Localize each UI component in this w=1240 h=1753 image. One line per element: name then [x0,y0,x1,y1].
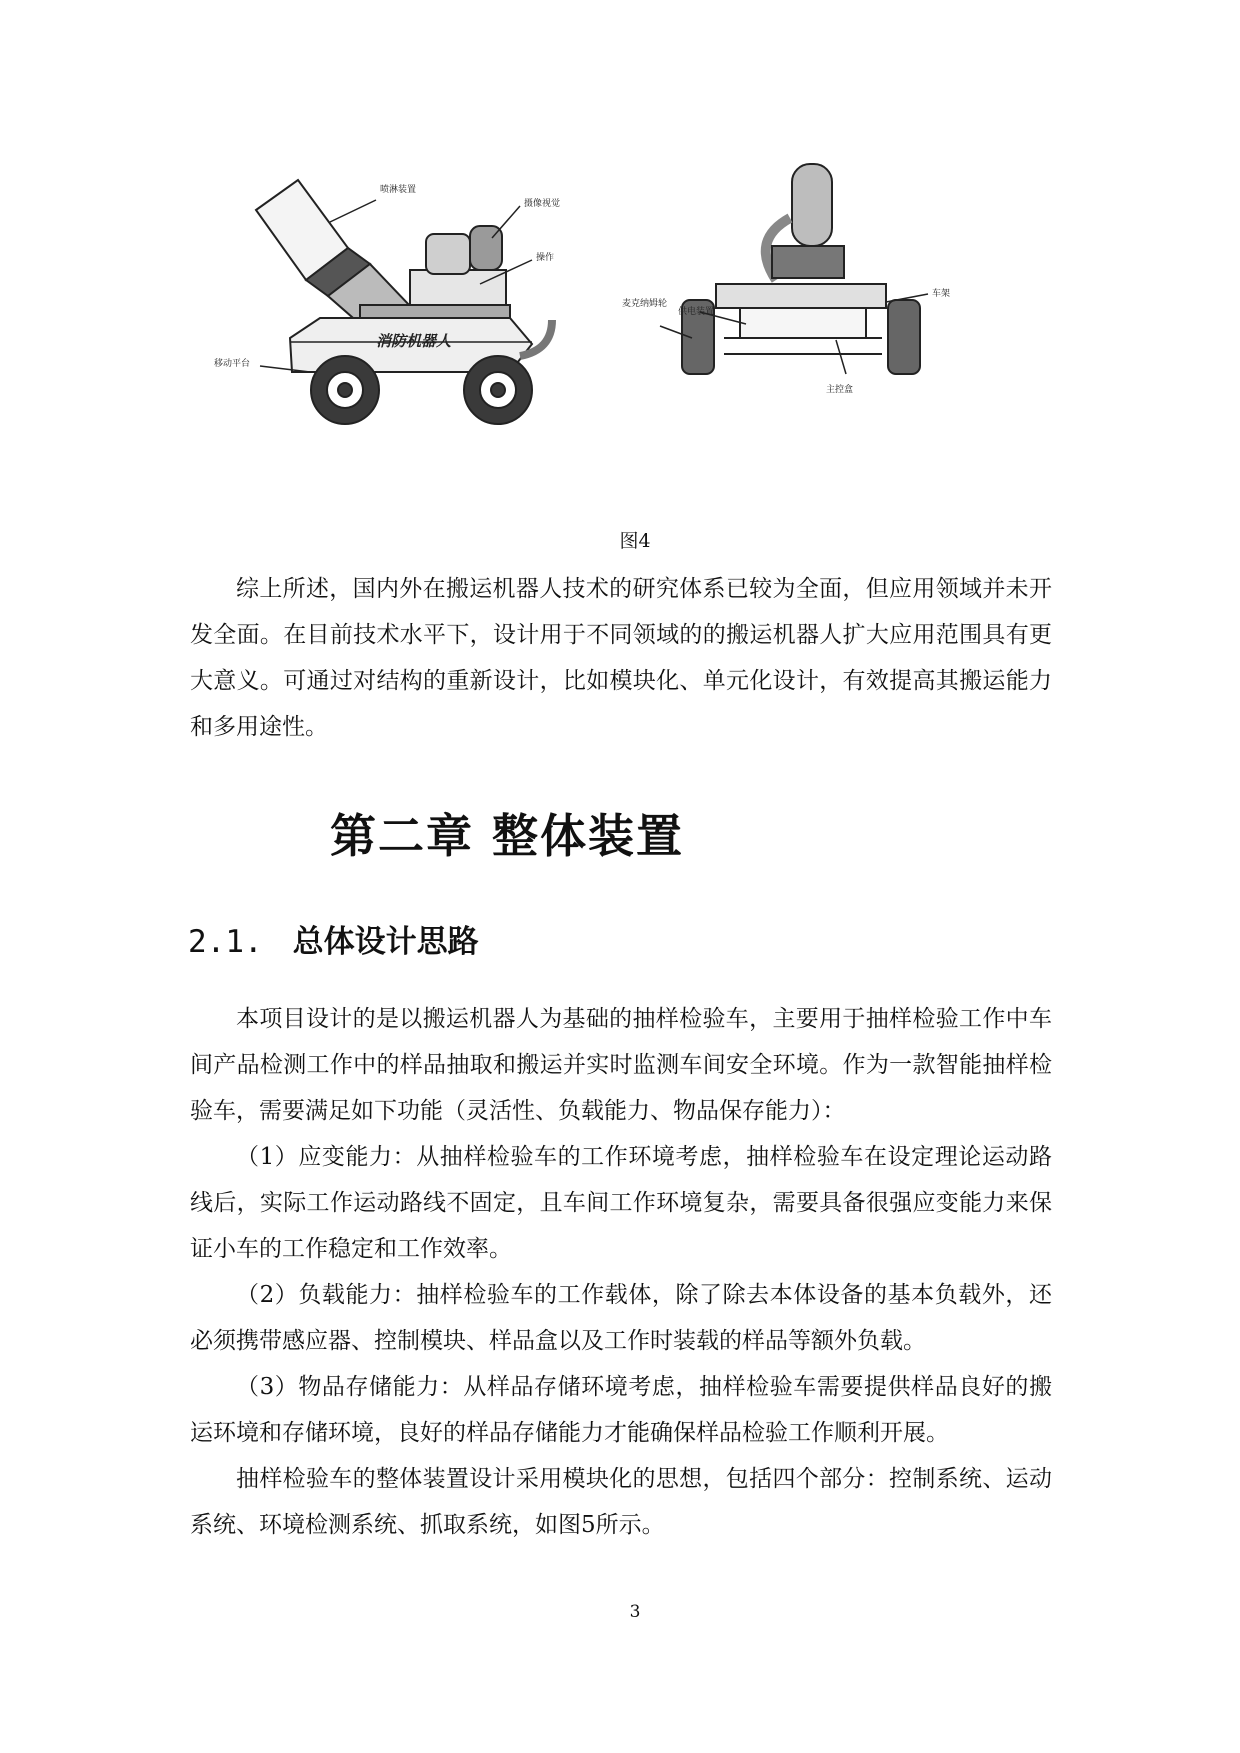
label-frame: 车架 [932,289,951,299]
robot-illustration [180,160,1080,500]
chapter-title: 第二章 整体装置 [330,809,685,863]
section-heading [188,916,479,961]
section-number: 2.1. [188,924,263,960]
figure-4 [180,160,1080,500]
paragraph-item-1: （1）应变能力：从抽样检验车的工作环境考虑，抽样检验车在设定理论运动路线后，实际工作运动路线不固定，且车间工作环境复杂，需要具备很强应变能力来保证小车的工作稳定和工作效率。 [190,1144,1052,1262]
label-control-box: 主控盒 [826,385,854,395]
label-spray-device: 喷淋装置 [380,185,417,195]
paragraph-item-3: （3）物品存储能力：从样品存储环境考虑，抽样检验车需要提供样品良好的搬运环境和存储环境，良好的样品存储能力才能确保样品检验工作顺利开展。 [190,1374,1052,1446]
label-operate: 操作 [536,253,555,263]
page-number: 3 [629,1602,641,1622]
label-camera: 摄像视觉 [524,199,561,209]
paragraph-intro: 本项目设计的是以搬运机器人为基础的抽样检验车，主要用于抽样检验工作中车间产品检测工作中的样品抽取和搬运并实时监测车间安全环境。作为一款智能抽样检验车，需要满足如下功能（灵活性、负载能力、物品保存能力）： [190,1006,1052,1124]
label-mecanum-wheel: 麦克纳姆轮 [622,299,668,309]
label-mobile-platform: 移动平台 [214,359,251,369]
fire-robot-front-view [660,164,928,374]
label-power-supply: 供电装置 [678,307,715,317]
label-robot-body: 消防机器人 [376,332,452,350]
paragraph-modules: 抽样检验车的整体装置设计采用模块化的思想，包括四个部分：控制系统、运动系统、环境检测系统、抓取系统，如图5所示。 [190,1466,1052,1538]
figure-caption: 图4 [619,530,651,552]
paragraph-summary: 综上所述，国内外在搬运机器人技术的研究体系已较为全面，但应用领域并未开发全面。在目前技术水平下，设计用于不同领域的的搬运机器人扩大应用范围具有更大意义。可通过对结构的重新设计，比如模块化、单元化设计，有效提高其搬运能力和多用途性。 [190,576,1052,740]
section-title: 总体设计思路 [292,924,479,960]
fire-robot-side-view [256,180,555,424]
paragraph-item-2: （2）负载能力：抽样检验车的工作载体，除了除去本体设备的基本负载外，还必须携带感应器、控制模块、样品盒以及工作时装载的样品等额外负载。 [190,1282,1052,1354]
